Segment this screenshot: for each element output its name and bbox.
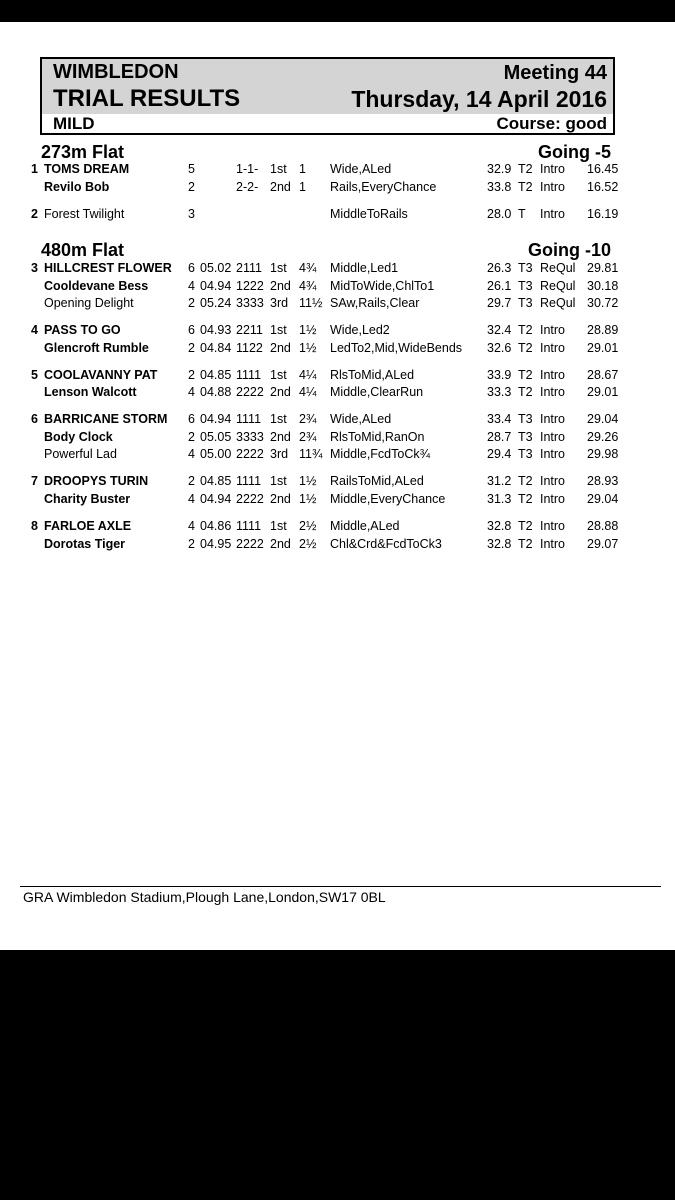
grade-label: MILD [53, 114, 95, 133]
trap-number: 4 [188, 279, 195, 293]
bend-positions: 1111 [236, 412, 262, 426]
trial-grade: T [518, 207, 526, 221]
trial-type: Intro [540, 519, 566, 533]
trap-number: 2 [188, 474, 195, 488]
dog-name: Forest Twilight [44, 207, 125, 221]
race-number: 1 [31, 162, 38, 176]
trial-grade: T2 [518, 492, 533, 506]
trial-grade: T2 [518, 368, 533, 382]
finish-position: 2nd [270, 430, 291, 444]
course-condition: Course: good [496, 114, 607, 133]
result-row [0, 279, 675, 295]
dog-name: Charity Buster [44, 492, 131, 506]
running-remarks: Middle,FcdToCk¾ [330, 447, 431, 461]
meeting-date: Thursday, 14 April 2016 [351, 86, 607, 112]
distance-beaten: 2¾ [299, 430, 317, 444]
dog-name: DROOPYS TURIN [44, 474, 149, 488]
running-remarks: Wide,ALed [330, 162, 392, 176]
sectional-time: 04.94 [200, 412, 232, 426]
trap-number: 6 [188, 412, 195, 426]
running-remarks: Middle,ALed [330, 519, 400, 533]
run-time: 29.01 [587, 341, 619, 355]
dog-name: Glencroft Rumble [44, 341, 149, 355]
venue-name: WIMBLEDON [53, 61, 179, 83]
trial-type: Intro [540, 492, 566, 506]
dog-name: BARRICANE STORM [44, 412, 168, 426]
distance-label: 480m Flat [41, 240, 125, 260]
finish-position: 1st [270, 261, 287, 275]
finish-position: 2nd [270, 341, 291, 355]
running-remarks: SAw,Rails,Clear [330, 296, 420, 310]
trial-grade: T2 [518, 341, 533, 355]
race-number: 5 [31, 368, 38, 382]
trap-number: 2 [188, 180, 195, 194]
dog-weight: 32.8 [487, 537, 512, 551]
trial-type: Intro [540, 180, 566, 194]
bend-positions: 1111 [236, 368, 262, 382]
run-time: 29.26 [587, 430, 619, 444]
going-label: Going -10 [527, 240, 611, 260]
bend-positions: 3333 [236, 430, 264, 444]
race-number: 6 [31, 412, 38, 426]
dog-weight: 26.3 [487, 261, 512, 275]
sectional-time: 04.93 [200, 323, 232, 337]
section-header [0, 240, 675, 262]
running-remarks: MiddleToRails [330, 207, 408, 221]
distance-beaten: 2¾ [299, 412, 317, 426]
sectional-time: 05.05 [200, 430, 232, 444]
result-row [0, 492, 675, 508]
running-remarks: Middle,EveryChance [330, 492, 446, 506]
header-conditions-box [40, 114, 615, 135]
trial-grade: T3 [518, 296, 533, 310]
distance-beaten: 1½ [299, 323, 317, 337]
distance-beaten: 11½ [299, 296, 323, 310]
trap-number: 2 [188, 296, 195, 310]
dog-weight: 33.9 [487, 368, 512, 382]
run-time: 28.93 [587, 474, 619, 488]
run-time: 29.07 [587, 537, 619, 551]
bend-positions: 1-1- [236, 162, 259, 176]
run-time: 28.67 [587, 368, 619, 382]
trap-number: 2 [188, 368, 195, 382]
race-number: 4 [31, 323, 38, 337]
bend-positions: 1111 [236, 519, 262, 533]
bend-positions: 2111 [236, 261, 262, 275]
running-remarks: Chl&Crd&FcdToCk3 [330, 537, 442, 551]
distance-beaten: 1½ [299, 341, 317, 355]
result-row [0, 162, 675, 178]
distance-beaten: 4¾ [299, 261, 317, 275]
finish-position: 2nd [270, 492, 291, 506]
dog-name: Opening Delight [44, 296, 134, 310]
sectional-time: 04.94 [200, 492, 232, 506]
race-number: 2 [31, 207, 38, 221]
bend-positions: 3333 [236, 296, 264, 310]
trial-type: Intro [540, 162, 566, 176]
run-time: 29.98 [587, 447, 619, 461]
dog-weight: 33.3 [487, 385, 512, 399]
result-row [0, 368, 675, 384]
distance-beaten: 4¼ [299, 385, 317, 399]
bend-positions: 1222 [236, 279, 264, 293]
dog-weight: 33.4 [487, 412, 512, 426]
trial-grade: T2 [518, 162, 533, 176]
dog-name: FARLOE AXLE [44, 519, 132, 533]
trial-type: Intro [540, 447, 566, 461]
trap-number: 4 [188, 519, 195, 533]
finish-position: 3rd [270, 296, 289, 310]
trial-type: Intro [540, 323, 566, 337]
trap-number: 2 [188, 341, 195, 355]
dog-name: Revilo Bob [44, 180, 110, 194]
race-number: 3 [31, 261, 38, 275]
distance-beaten: 4¼ [299, 368, 317, 382]
trial-grade: T2 [518, 323, 533, 337]
finish-position: 1st [270, 162, 287, 176]
run-time: 28.89 [587, 323, 619, 337]
trial-type: Intro [540, 207, 566, 221]
trial-type: Intro [540, 537, 566, 551]
run-time: 28.88 [587, 519, 619, 533]
footer-divider [20, 886, 661, 887]
dog-name: Dorotas Tiger [44, 537, 126, 551]
result-row [0, 180, 675, 196]
trap-number: 4 [188, 492, 195, 506]
distance-beaten: 1 [299, 162, 306, 176]
distance-beaten: 1½ [299, 492, 317, 506]
running-remarks: Wide,ALed [330, 412, 392, 426]
bend-positions: 2222 [236, 492, 264, 506]
race-number: 7 [31, 474, 38, 488]
finish-position: 1st [270, 474, 287, 488]
running-remarks: Rails,EveryChance [330, 180, 437, 194]
running-remarks: LedTo2,Mid,WideBends [330, 341, 463, 355]
bend-positions: 1111 [236, 474, 262, 488]
run-time: 30.72 [587, 296, 619, 310]
dog-name: TOMS DREAM [44, 162, 130, 176]
trial-grade: T2 [518, 474, 533, 488]
dog-name: HILLCREST FLOWER [44, 261, 172, 275]
sectional-time: 04.86 [200, 519, 232, 533]
race-number: 8 [31, 519, 38, 533]
trap-number: 5 [188, 162, 195, 176]
dog-weight: 32.8 [487, 519, 512, 533]
finish-position: 2nd [270, 180, 291, 194]
result-row [0, 323, 675, 339]
result-row [0, 474, 675, 490]
trial-grade: T3 [518, 430, 533, 444]
finish-position: 1st [270, 412, 287, 426]
dog-weight: 31.3 [487, 492, 512, 506]
result-row [0, 341, 675, 357]
run-time: 30.18 [587, 279, 619, 293]
running-remarks: RlsToMid,ALed [330, 368, 415, 382]
distance-label: 273m Flat [41, 142, 125, 162]
trap-number: 2 [188, 537, 195, 551]
header-title-box [40, 57, 615, 116]
finish-position: 2nd [270, 279, 291, 293]
top-black-bar [0, 0, 675, 22]
running-remarks: MidToWide,ChlTo1 [330, 279, 435, 293]
trial-grade: T2 [518, 519, 533, 533]
distance-beaten: 2½ [299, 537, 317, 551]
bottom-black-bar [0, 950, 675, 1200]
dog-name: Body Clock [44, 430, 113, 444]
document-title: TRIAL RESULTS [53, 85, 241, 112]
trial-type: Intro [540, 412, 566, 426]
finish-position: 3rd [270, 447, 289, 461]
trial-type: ReQul [540, 296, 576, 310]
stadium-address: GRA Wimbledon Stadium,Plough Lane,London,SW17 0BL [23, 889, 386, 905]
result-row [0, 447, 675, 463]
dog-weight: 32.6 [487, 341, 512, 355]
trap-number: 4 [188, 447, 195, 461]
trial-grade: T3 [518, 447, 533, 461]
result-row [0, 412, 675, 428]
going-label: Going -5 [538, 142, 611, 162]
trial-grade: T2 [518, 385, 533, 399]
trial-type: Intro [540, 430, 566, 444]
sectional-time: 04.85 [200, 474, 232, 488]
run-time: 29.81 [587, 261, 619, 275]
trial-grade: T2 [518, 180, 533, 194]
bend-positions: 2222 [236, 385, 264, 399]
dog-weight: 28.0 [487, 207, 512, 221]
running-remarks: Middle,Led1 [330, 261, 399, 275]
dog-weight: 28.7 [487, 430, 512, 444]
running-remarks: Wide,Led2 [330, 323, 390, 337]
trial-type: Intro [540, 385, 566, 399]
trap-number: 3 [188, 207, 195, 221]
run-time: 29.04 [587, 492, 619, 506]
sectional-time: 04.94 [200, 279, 232, 293]
result-row [0, 519, 675, 535]
dog-weight: 32.9 [487, 162, 512, 176]
sectional-time: 04.88 [200, 385, 232, 399]
trap-number: 6 [188, 323, 195, 337]
sectional-time: 04.84 [200, 341, 232, 355]
trial-type: Intro [540, 341, 566, 355]
result-row [0, 207, 675, 223]
result-row [0, 537, 675, 553]
finish-position: 1st [270, 368, 287, 382]
bend-positions: 2222 [236, 537, 264, 551]
trap-number: 6 [188, 261, 195, 275]
trial-type: ReQul [540, 279, 576, 293]
bend-positions: 2211 [236, 323, 263, 337]
dog-name: Lenson Walcott [44, 385, 137, 399]
finish-position: 2nd [270, 385, 291, 399]
sectional-time: 04.95 [200, 537, 232, 551]
dog-weight: 32.4 [487, 323, 512, 337]
result-row [0, 430, 675, 446]
run-time: 16.19 [587, 207, 619, 221]
section-header [0, 142, 675, 164]
dog-name: Cooldevane Bess [44, 279, 149, 293]
finish-position: 2nd [270, 537, 291, 551]
trial-grade: T3 [518, 412, 533, 426]
results-header [40, 57, 615, 135]
dog-name: COOLAVANNY PAT [44, 368, 158, 382]
dog-weight: 31.2 [487, 474, 512, 488]
distance-beaten: 1½ [299, 474, 317, 488]
result-row [0, 261, 675, 277]
trap-number: 2 [188, 430, 195, 444]
dog-weight: 33.8 [487, 180, 512, 194]
running-remarks: RailsToMid,ALed [330, 474, 424, 488]
trial-grade: T2 [518, 537, 533, 551]
result-row [0, 385, 675, 401]
meeting-number: Meeting 44 [503, 62, 607, 84]
bend-positions: 2222 [236, 447, 264, 461]
sectional-time: 05.00 [200, 447, 232, 461]
dog-weight: 26.1 [487, 279, 512, 293]
result-row [0, 296, 675, 312]
bend-positions: 1122 [236, 341, 263, 355]
distance-beaten: 2½ [299, 519, 317, 533]
run-time: 29.01 [587, 385, 619, 399]
distance-beaten: 1 [299, 180, 306, 194]
sectional-time: 05.02 [200, 261, 232, 275]
run-time: 16.45 [587, 162, 619, 176]
distance-beaten: 4¾ [299, 279, 317, 293]
sectional-time: 05.24 [200, 296, 232, 310]
trial-type: Intro [540, 474, 566, 488]
trap-number: 4 [188, 385, 195, 399]
sectional-time: 04.85 [200, 368, 232, 382]
trial-grade: T3 [518, 261, 533, 275]
trial-grade: T3 [518, 279, 533, 293]
dog-weight: 29.7 [487, 296, 512, 310]
running-remarks: Middle,ClearRun [330, 385, 424, 399]
trial-type: ReQul [540, 261, 576, 275]
finish-position: 1st [270, 519, 287, 533]
run-time: 29.04 [587, 412, 619, 426]
run-time: 16.52 [587, 180, 619, 194]
dog-weight: 29.4 [487, 447, 512, 461]
distance-beaten: 11¾ [299, 447, 323, 461]
bend-positions: 2-2- [236, 180, 259, 194]
dog-name: PASS TO GO [44, 323, 121, 337]
dog-name: Powerful Lad [44, 447, 117, 461]
finish-position: 1st [270, 323, 287, 337]
running-remarks: RlsToMid,RanOn [330, 430, 425, 444]
trial-type: Intro [540, 368, 566, 382]
